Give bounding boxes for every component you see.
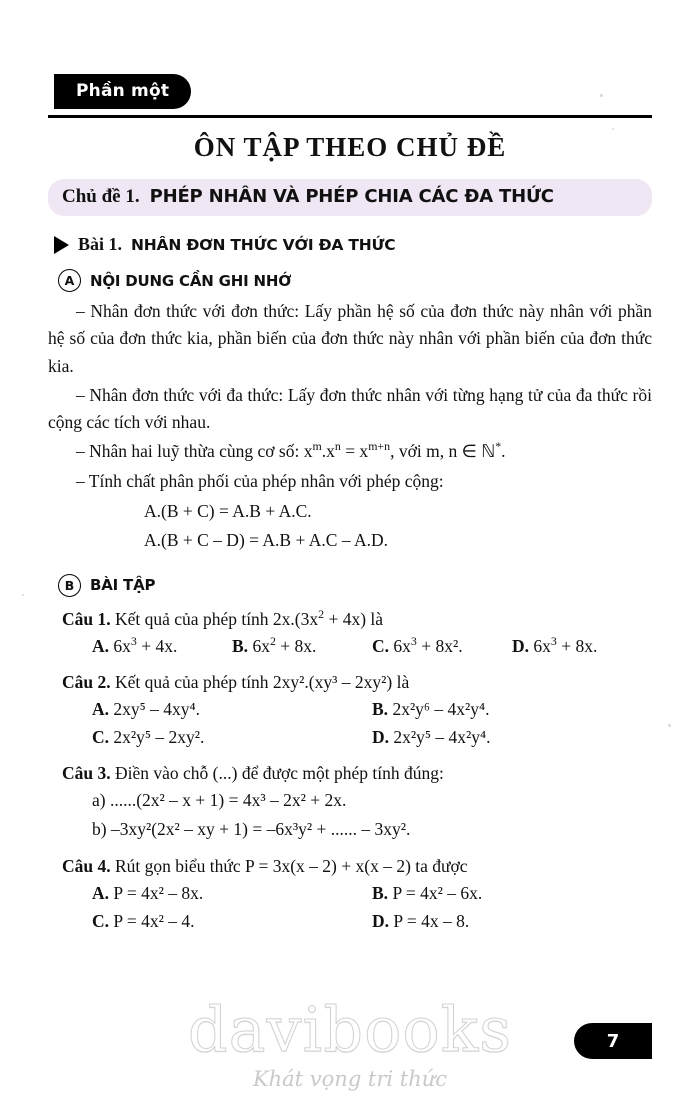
option-key: D. xyxy=(372,727,390,748)
option-d[interactable] xyxy=(372,723,652,751)
formula-2: A.(B + C – D) = A.B + A.C – A.D. xyxy=(144,530,389,551)
note-3-exp-mn: m+n xyxy=(368,439,391,454)
option-text: P = 4x – 8. xyxy=(393,911,470,932)
option-key: D. xyxy=(512,635,530,656)
topic-label: Chủ đề 1. xyxy=(62,186,140,207)
option-key: B. xyxy=(372,883,389,904)
options-row xyxy=(92,907,652,935)
exercise-item xyxy=(48,606,652,660)
option-exponent: 3 xyxy=(130,634,137,648)
option-b[interactable] xyxy=(372,695,652,723)
option-key: C. xyxy=(92,911,110,932)
options-row xyxy=(92,632,652,660)
option-text: P = 4x² – 6x. xyxy=(392,883,483,904)
option-tail: + 8x. xyxy=(556,635,598,656)
question-text: Kết quả của phép tính 2xy².(xy³ – 2xy²) là xyxy=(115,671,410,692)
option-a[interactable] xyxy=(92,879,372,907)
option-tail: + 8x. xyxy=(275,635,317,656)
question-subline-b: b) –3xy²(2x² – xy + 1) = –6x³y² + ...... – 3xy². xyxy=(92,819,411,840)
option-key: A. xyxy=(92,635,110,656)
option-exponent: 3 xyxy=(550,634,557,648)
option-exponent: 3 xyxy=(410,634,417,648)
option-c[interactable] xyxy=(92,723,372,751)
question-exponent: 2 xyxy=(318,606,325,621)
formula-1: A.(B + C) = A.B + A.C. xyxy=(144,501,312,522)
topic-header xyxy=(48,179,652,216)
part-banner-container xyxy=(48,74,652,114)
option-a[interactable] xyxy=(92,695,372,723)
exercise-item xyxy=(48,853,652,935)
option-text: 2x²y⁶ – 4x²y⁴. xyxy=(392,699,490,720)
option-key: C. xyxy=(372,635,390,656)
lesson-heading xyxy=(54,234,652,255)
section-title-a: NỘI DUNG CẦN GHI NHỚ xyxy=(90,271,292,290)
question-prompt xyxy=(62,760,652,786)
note-3-star: * xyxy=(495,439,502,454)
note-paragraph-4: – Tính chất phân phối của phép nhân với phép cộng: xyxy=(76,470,444,491)
section-heading-a xyxy=(58,269,652,292)
lesson-title: NHÂN ĐƠN THỨC VỚI ĐA THỨC xyxy=(131,235,396,254)
section-heading-b xyxy=(58,574,652,597)
page-title: ÔN TẬP THEO CHỦ ĐỀ xyxy=(193,132,507,162)
note-3-eq: = x xyxy=(340,441,369,462)
option-text: 6x xyxy=(252,635,270,656)
option-d[interactable] xyxy=(372,907,652,935)
question-label: Câu 2. xyxy=(62,671,111,692)
question-prompt xyxy=(62,606,652,632)
topic-title: PHÉP NHÂN VÀ PHÉP CHIA CÁC ĐA THỨC xyxy=(149,186,554,207)
option-key: D. xyxy=(372,911,390,932)
question-prompt xyxy=(62,669,652,695)
option-text: 6x xyxy=(533,635,551,656)
scan-speck xyxy=(22,594,24,596)
part-banner-label: Phần một xyxy=(54,74,191,109)
option-exponent: 2 xyxy=(269,634,276,648)
question-prompt xyxy=(62,853,652,879)
note-3-prefix: – Nhân hai luỹ thừa cùng cơ số: x xyxy=(76,441,313,462)
option-text: 6x xyxy=(113,635,131,656)
option-d[interactable] xyxy=(512,632,652,660)
options-row xyxy=(92,879,652,907)
note-3-suffix: , với m, n ∈ ℕ xyxy=(390,441,496,462)
option-key: C. xyxy=(92,727,110,748)
scan-speck xyxy=(612,128,614,130)
question-subline-a: a) ......(2x² – x + 1) = 4x³ – 2x² + 2x. xyxy=(92,790,347,811)
question-label: Câu 3. xyxy=(62,763,111,784)
options-row xyxy=(92,723,652,751)
option-a[interactable] xyxy=(92,632,232,660)
option-text: P = 4x² – 4. xyxy=(113,911,195,932)
watermark-main-text: davibooks xyxy=(187,993,513,1066)
note-paragraph-2: – Nhân đơn thức với đa thức: Lấy đơn thức nhân với từng hạng tử của đa thức rồi cộng các tích với nhau. xyxy=(48,384,652,433)
question-text: Điền vào chỗ (...) để được một phép tính đúng: xyxy=(115,763,444,784)
note-paragraph-1: – Nhân đơn thức với đơn thức: Lấy phần hệ số của đơn thức này nhân với phần hệ số của đơn thức kia, phần biến của đơn thức này nhân với phần biến của đơn thức kia. xyxy=(48,301,652,376)
note-paragraph-3 xyxy=(48,438,652,465)
option-b[interactable] xyxy=(372,879,652,907)
question-text-a: Kết quả của phép tính 2x.(3x xyxy=(115,608,319,629)
option-c[interactable] xyxy=(92,907,372,935)
question-label: Câu 4. xyxy=(62,856,111,877)
option-key: A. xyxy=(92,883,110,904)
watermark-sub-text: Khát vọng tri thức xyxy=(252,1067,448,1091)
scan-speck xyxy=(668,724,671,727)
option-key: B. xyxy=(372,699,389,720)
option-tail: + 8x². xyxy=(416,635,463,656)
section-letter-a: A xyxy=(58,269,81,292)
page-number: 7 xyxy=(574,1023,652,1059)
note-3-mid: .x xyxy=(321,441,335,462)
document-page xyxy=(0,74,700,1103)
option-text: 2xy⁵ – 4xy⁴. xyxy=(113,699,200,720)
option-text: P = 4x² – 8x. xyxy=(113,883,204,904)
exercise-item xyxy=(48,669,652,751)
note-3-exp-n: n xyxy=(334,439,341,454)
note-3-exp-m: m xyxy=(312,439,322,454)
option-key: A. xyxy=(92,699,110,720)
lesson-number: Bài 1. xyxy=(78,234,123,254)
option-text: 2x²y⁵ – 2xy². xyxy=(113,727,205,748)
options-row xyxy=(92,695,652,723)
question-text: Rút gọn biểu thức P = 3x(x – 2) + x(x – 2) ta được xyxy=(115,856,468,877)
option-key: B. xyxy=(232,635,249,656)
option-c[interactable] xyxy=(372,632,512,660)
section-title-b: BÀI TẬP xyxy=(90,576,156,595)
note-3-end: . xyxy=(501,441,506,462)
triangle-bullet-icon xyxy=(54,236,69,254)
question-text-b: + 4x) là xyxy=(324,608,384,629)
question-label: Câu 1. xyxy=(62,608,111,629)
option-text: 6x xyxy=(393,635,411,656)
section-letter-b: B xyxy=(58,574,81,597)
option-b[interactable] xyxy=(232,632,372,660)
exercise-item xyxy=(48,760,652,844)
option-text: 2x²y⁵ – 4x²y⁴. xyxy=(393,727,491,748)
part-divider-rule xyxy=(48,115,652,118)
option-tail: + 4x. xyxy=(136,635,178,656)
